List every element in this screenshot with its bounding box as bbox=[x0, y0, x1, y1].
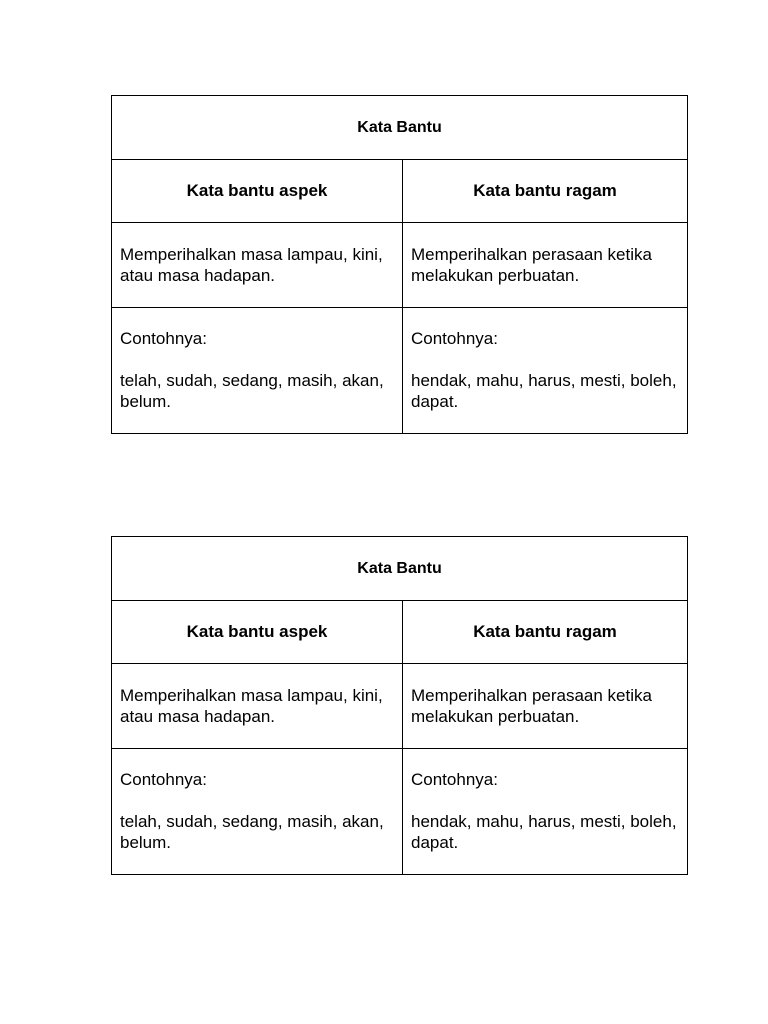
examples-aspek: telah, sudah, sedang, masih, akan, belum. bbox=[120, 371, 384, 411]
header-kata-bantu-aspek: Kata bantu aspek bbox=[112, 160, 403, 223]
header-kata-bantu-ragam: Kata bantu ragam bbox=[403, 601, 688, 664]
examples-label: Contohnya: bbox=[120, 770, 207, 789]
description-cell-aspek bbox=[112, 223, 403, 308]
examples-cell-ragam bbox=[403, 749, 688, 875]
card-title: Kata Bantu bbox=[112, 96, 688, 160]
examples-ragam: hendak, mahu, harus, mesti, boleh, dapat. bbox=[411, 371, 677, 411]
description-cell-aspek bbox=[112, 664, 403, 749]
description-cell-ragam bbox=[403, 223, 688, 308]
examples-aspek: telah, sudah, sedang, masih, akan, belum. bbox=[120, 812, 384, 852]
header-kata-bantu-ragam: Kata bantu ragam bbox=[403, 160, 688, 223]
examples-ragam: hendak, mahu, harus, mesti, boleh, dapat. bbox=[411, 812, 677, 852]
description-ragam: Memperihalkan perasaan ketika melakukan perbuatan. bbox=[411, 686, 652, 726]
description-cell-ragam bbox=[403, 664, 688, 749]
card-title: Kata Bantu bbox=[112, 537, 688, 601]
description-aspek: Memperihalkan masa lampau, kini, atau masa hadapan. bbox=[120, 245, 383, 285]
examples-cell-aspek bbox=[112, 749, 403, 875]
examples-label: Contohnya: bbox=[120, 329, 207, 348]
examples-label: Contohnya: bbox=[411, 329, 498, 348]
kata-bantu-card-2 bbox=[111, 536, 688, 875]
description-aspek: Memperihalkan masa lampau, kini, atau masa hadapan. bbox=[120, 686, 383, 726]
examples-cell-aspek bbox=[112, 308, 403, 434]
examples-cell-ragam bbox=[403, 308, 688, 434]
header-kata-bantu-aspek: Kata bantu aspek bbox=[112, 601, 403, 664]
kata-bantu-card-1 bbox=[111, 95, 688, 434]
examples-label: Contohnya: bbox=[411, 770, 498, 789]
description-ragam: Memperihalkan perasaan ketika melakukan perbuatan. bbox=[411, 245, 652, 285]
